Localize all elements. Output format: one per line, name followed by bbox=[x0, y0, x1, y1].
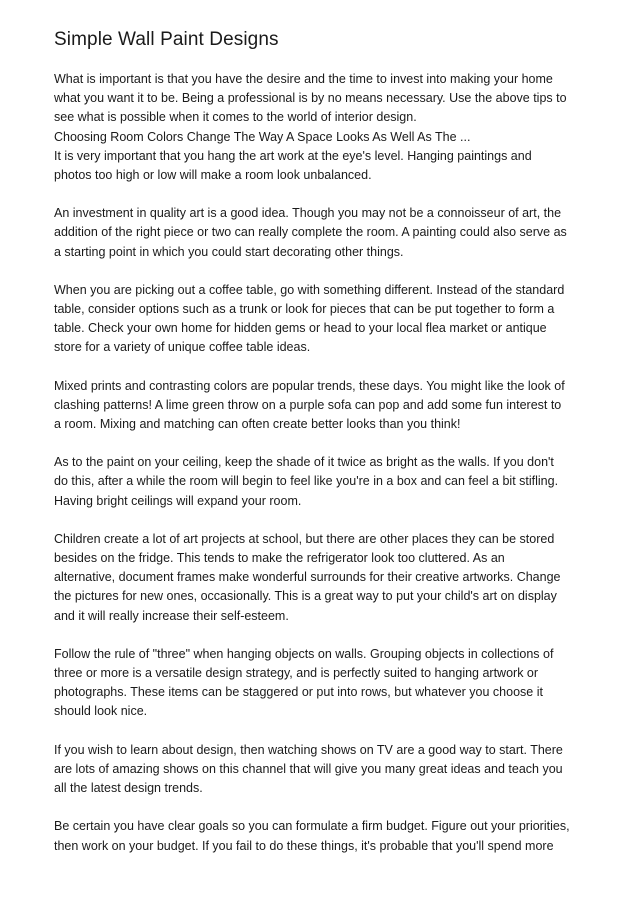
text-line: table, consider options such as a trunk or look for pieces that can be put together to form a bbox=[54, 302, 555, 317]
text-line: Having bright ceilings will expand your room. bbox=[54, 493, 302, 508]
text-line: As to the paint on your ceiling, keep the shade of it twice as bright as the walls. If you don't bbox=[54, 455, 554, 470]
text-line: photos too high or low will make a room look unbalanced. bbox=[54, 168, 372, 183]
text-line: should look nice. bbox=[54, 704, 148, 719]
text-line: a starting point in which you could start decorating other things. bbox=[54, 244, 404, 259]
text-line: and it will really increase their self-esteem. bbox=[54, 608, 289, 623]
text-line: Children create a lot of art projects at school, but there are other places they can be stored bbox=[54, 531, 555, 546]
text-line: all the latest design trends. bbox=[54, 781, 203, 796]
text-line: Be certain you have clear goals so you can formulate a firm budget. Figure out your priorities, bbox=[54, 819, 570, 834]
text-line: are lots of amazing shows on this channel that will give you many great ideas and teach you bbox=[54, 761, 563, 776]
text-line: besides on the fridge. This tends to make the refrigerator look too cluttered. As an bbox=[54, 551, 505, 566]
text-line: table. Check your own home for hidden gems or head to your local flea market or antique bbox=[54, 321, 547, 336]
paragraph-7 bbox=[54, 645, 594, 722]
paragraph-4 bbox=[54, 377, 594, 435]
paragraph-8 bbox=[54, 741, 594, 799]
paragraph-1 bbox=[54, 70, 594, 185]
text-line: the pictures for new ones, occasionally. This is a great way to put your child's art on display bbox=[54, 589, 557, 604]
paragraph-6 bbox=[54, 530, 594, 626]
paragraph-3 bbox=[54, 281, 594, 358]
text-line: store for a variety of unique coffee table ideas. bbox=[54, 340, 311, 355]
text-line: photographs. These items can be staggered or put into rows, but whatever you choose it bbox=[54, 685, 543, 700]
text-line: alternative, document frames make wonderful surrounds for their creative artworks. Change bbox=[54, 570, 561, 585]
text-line: When you are picking out a coffee table, go with something different. Instead of the standard bbox=[54, 282, 565, 297]
text-line: see what is possible when it comes to the world of interior design. bbox=[54, 110, 417, 125]
text-line: do this, after a while the room will begin to feel like you're in a box and can feel a bit stifling. bbox=[54, 474, 559, 489]
text-line: Follow the rule of "three" when hanging objects on walls. Grouping objects in collections of bbox=[54, 646, 554, 661]
text-line: clashing patterns! A lime green throw on a purple sofa can pop and add some fun interest to bbox=[54, 397, 562, 412]
text-line: It is very important that you hang the art work at the eye's level. Hanging paintings and bbox=[54, 148, 532, 163]
document-page bbox=[54, 28, 594, 875]
text-line: An investment in quality art is a good idea. Though you may not be a connoisseur of art, the bbox=[54, 206, 562, 221]
paragraph-2 bbox=[54, 204, 594, 262]
paragraph-5 bbox=[54, 453, 594, 511]
text-line: What is important is that you have the desire and the time to invest into making your home bbox=[54, 72, 553, 86]
text-line: three or more is a versatile design strategy, and is perfectly suited to hanging artwork or bbox=[54, 666, 539, 681]
text-line: If you wish to learn about design, then watching shows on TV are a good way to start. There bbox=[54, 742, 563, 757]
text-line: what you want it to be. Being a professional is by no means necessary. Use the above tips to bbox=[54, 91, 567, 106]
text-line: then work on your budget. If you fail to do these things, it's probable that you'll spend more bbox=[54, 838, 554, 853]
paragraph-9 bbox=[54, 817, 594, 855]
text-line: addition of the right piece or two can really complete the room. A painting could also serve as bbox=[54, 225, 567, 240]
text-line: a room. Mixing and matching can often create better looks than you think! bbox=[54, 417, 461, 432]
text-line: Mixed prints and contrasting colors are popular trends, these days. You might like the look of bbox=[54, 378, 565, 393]
page-title: Simple Wall Paint Designs bbox=[54, 29, 279, 50]
text-line: Choosing Room Colors Change The Way A Space Looks As Well As The ... bbox=[54, 129, 471, 144]
